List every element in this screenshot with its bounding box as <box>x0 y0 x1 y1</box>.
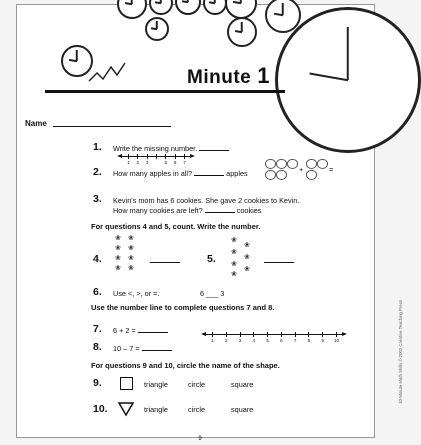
arrow-left-icon <box>117 154 122 158</box>
question-number: 2. <box>93 166 102 178</box>
clock-icon <box>227 17 257 47</box>
arrow-right-icon <box>342 332 347 336</box>
alarm-clock-lines-icon <box>87 55 127 85</box>
cookie-icon: ❀ <box>115 255 121 262</box>
apple-icon <box>265 159 276 169</box>
clock-icon <box>203 0 227 15</box>
number-line-tick <box>322 332 323 337</box>
question-number: 7. <box>93 323 102 335</box>
title-text: Minute <box>187 67 252 88</box>
cookie-icon: ❀ <box>244 254 250 261</box>
clock-icon <box>145 17 169 41</box>
number-line-tick <box>281 332 282 337</box>
apple-icon <box>306 159 317 169</box>
option-circle[interactable]: circle <box>188 405 206 414</box>
number-line-label: 7 <box>183 160 186 165</box>
apple-icon <box>287 159 298 169</box>
number-line-tick <box>128 154 129 159</box>
number-line-label: 5 <box>164 160 168 165</box>
number-line-label: 10 <box>333 338 340 343</box>
cookie-icon: ❀ <box>128 255 134 262</box>
number-line-tick <box>156 154 157 159</box>
option-circle[interactable]: circle <box>188 380 206 389</box>
question-number: 4. <box>93 253 102 265</box>
apple-icon <box>276 170 287 180</box>
answer-blank[interactable] <box>194 169 224 176</box>
cookie-icon: ❀ <box>231 249 237 256</box>
question-number: 5. <box>207 253 216 265</box>
name-label: Name <box>25 119 47 128</box>
answer-blank[interactable] <box>142 344 172 351</box>
arrow-right-icon <box>190 154 195 158</box>
number-line-label: 9 <box>321 338 324 343</box>
number-line-label: 8 <box>307 338 311 343</box>
question-text: 10 – 7 = <box>113 344 172 353</box>
question-text: Write the missing number. <box>113 144 229 153</box>
number-line-tick <box>212 332 213 337</box>
worksheet-page <box>16 4 375 438</box>
question-text: 6 + 2 = <box>113 326 168 335</box>
number-line-tick <box>295 332 296 337</box>
square-shape-icon <box>120 377 133 390</box>
cookie-icon: ❀ <box>231 261 237 268</box>
instruction-text: For questions 4 and 5, count. Write the number. <box>91 222 261 231</box>
instruction-text: For questions 9 and 10, circle the name of the shape. <box>91 361 280 370</box>
question-text: How many cookies are left? cookies <box>113 206 262 215</box>
question-text: Kevin's mom has 6 cookies. She gave 2 cookies to Kevin. <box>113 196 300 205</box>
number-line-tick <box>137 154 138 159</box>
answer-blank[interactable] <box>264 262 294 263</box>
cookie-icon: ❀ <box>244 266 250 273</box>
number-line-label: 2 <box>224 338 228 343</box>
arrow-left-icon <box>201 332 206 336</box>
cookie-icon: ❀ <box>244 242 250 249</box>
number-line-tick <box>240 332 241 337</box>
number-line-tick <box>336 332 337 337</box>
option-square[interactable]: square <box>231 405 254 414</box>
title-number: 1 <box>257 63 270 88</box>
apple-icon <box>265 170 276 180</box>
number-line-label: 6 <box>173 160 177 165</box>
number-line-tick <box>175 154 176 159</box>
number-line-tick <box>253 332 254 337</box>
question-number: 10. <box>93 403 108 415</box>
number-line-tick <box>226 332 227 337</box>
comparison-text: 6 ___ 3 <box>200 289 225 298</box>
number-line-tick <box>308 332 309 337</box>
number-line-label: 1 <box>127 160 130 165</box>
option-triangle[interactable]: triangle <box>144 405 168 414</box>
question-text: Use <, >, or =. <box>113 289 160 298</box>
triangle-shape-icon <box>118 402 134 416</box>
number-line-tick <box>147 154 148 159</box>
cookie-icon: ❀ <box>128 245 134 252</box>
number-line-tick <box>184 154 185 159</box>
question-number: 9. <box>93 377 102 389</box>
apple-icon <box>306 170 317 180</box>
option-square[interactable]: square <box>231 380 254 389</box>
answer-blank[interactable] <box>205 206 235 213</box>
option-triangle[interactable]: triangle <box>144 380 168 389</box>
answer-blank[interactable] <box>199 144 229 151</box>
title-underline <box>45 90 285 93</box>
number-line-label: 5 <box>266 338 269 343</box>
name-line[interactable] <box>53 126 171 127</box>
question-number: 8. <box>93 341 102 353</box>
plus-sign: + <box>299 165 304 174</box>
apple-icon <box>276 159 287 169</box>
cookie-icon: ❀ <box>128 235 134 242</box>
cookie-icon: ❀ <box>115 245 121 252</box>
large-clock-icon <box>275 7 421 153</box>
question-text: How many apples in all? apples <box>113 169 248 178</box>
number-line-tick <box>267 332 268 337</box>
question-number: 6. <box>93 286 102 298</box>
number-line-tick <box>165 154 166 159</box>
instruction-text: Use the number line to complete questions 7 and 8. <box>91 303 275 312</box>
number-line-label: 6 <box>280 338 283 343</box>
clock-icon <box>149 0 173 15</box>
clock-icon <box>175 0 201 15</box>
page-title <box>187 63 270 89</box>
number-line-label: 3 <box>238 338 242 343</box>
cookie-icon: ❀ <box>231 271 237 278</box>
cookie-icon: ❀ <box>115 235 121 242</box>
answer-blank[interactable] <box>150 262 180 263</box>
number-line-label: 2 <box>136 160 140 165</box>
apple-icon <box>317 159 328 169</box>
number-line-label: 1 <box>211 338 214 343</box>
copyright-side-text: 10-Minute Math Skills © 2002 Creative Teaching Press <box>398 300 403 404</box>
clock-icon <box>117 0 147 19</box>
equals-sign: = <box>329 165 334 174</box>
question-number: 1. <box>93 141 102 153</box>
question-number: 3. <box>93 193 102 205</box>
page-number: 9 <box>198 436 202 442</box>
number-line-label: 4 <box>252 338 256 343</box>
answer-blank[interactable] <box>138 326 168 333</box>
number-line-label: 7 <box>293 338 297 343</box>
cookie-icon: ❀ <box>115 265 121 272</box>
cookie-icon: ❀ <box>128 265 134 272</box>
cookie-icon: ❀ <box>231 237 237 244</box>
number-line-label: 3 <box>145 160 149 165</box>
